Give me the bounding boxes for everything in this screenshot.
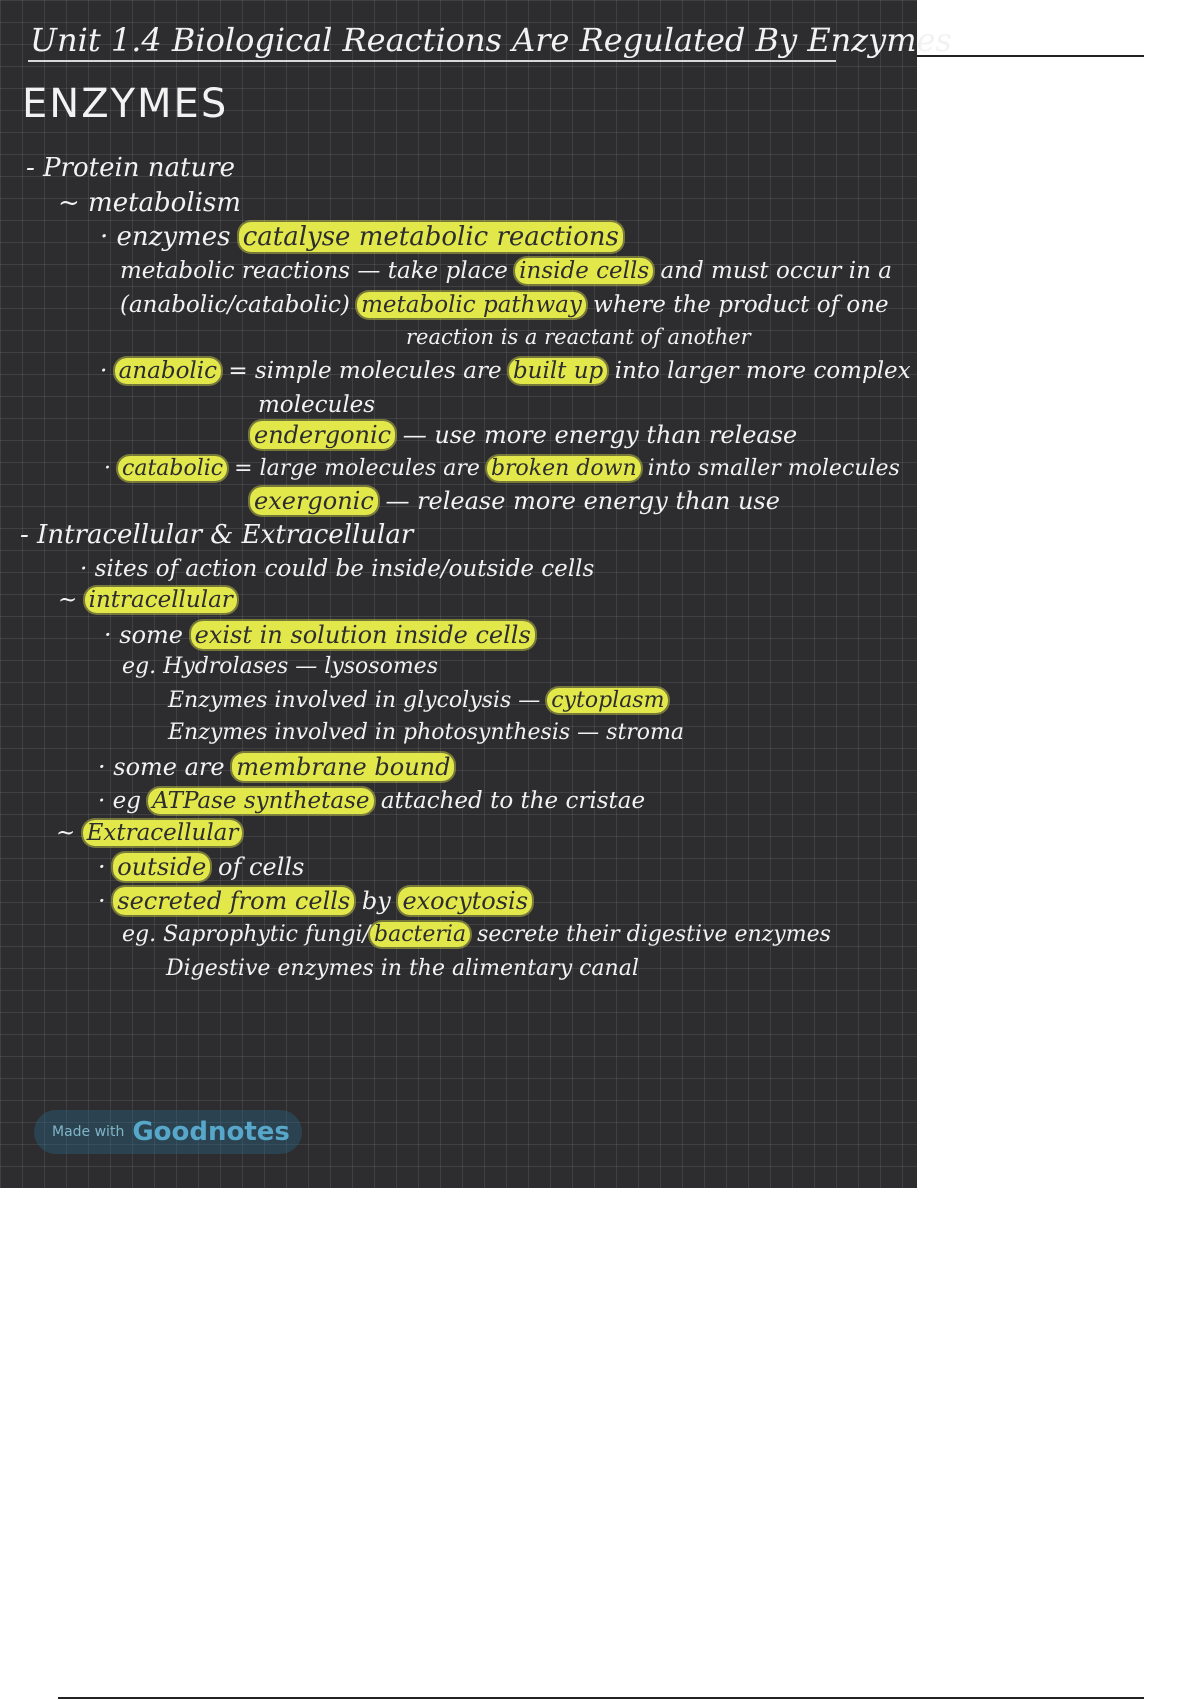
page-rule-bottom — [58, 1697, 1144, 1699]
note-line: · some are membrane bound — [98, 752, 454, 782]
note-line: ~ intracellular — [58, 585, 237, 615]
note-line: · eg ATPase synthetase attached to the cristae — [98, 788, 646, 814]
note-line: · secreted from cells by exocytosis — [98, 886, 532, 916]
goodnotes-logo: Goodnotes — [132, 1117, 290, 1147]
highlight: outside — [113, 853, 210, 881]
highlight: cytoplasm — [547, 688, 668, 713]
note-line: (anabolic/catabolic) metabolic pathway where the product of one — [120, 292, 889, 318]
highlight: intracellular — [85, 587, 237, 613]
note-line: Enzymes involved in photosynthesis — stroma — [168, 720, 685, 745]
highlight: catalyse metabolic reactions — [239, 222, 623, 252]
highlight: broken down — [487, 456, 641, 481]
highlight: anabolic — [115, 358, 221, 384]
note-line: exergonic — release more energy than use — [250, 486, 780, 516]
note-line: - Protein nature — [26, 153, 236, 183]
note-line: reaction is a reactant of another — [406, 325, 751, 349]
highlight: Extracellular — [83, 820, 243, 846]
note-title: Unit 1.4 Biological Reactions Are Regulated By Enzymes — [30, 21, 952, 59]
note-line: ~ Extracellular — [56, 818, 242, 848]
note-line: · catabolic = large molecules are broken down into smaller molecules — [104, 456, 900, 481]
goodnotes-badge — [34, 1110, 302, 1154]
highlight: endergonic — [250, 421, 395, 449]
section-heading: ENZYMES — [22, 81, 229, 127]
note-line: Enzymes involved in glycolysis — cytoplasm — [168, 686, 668, 716]
note-line: · sites of action could be inside/outside cells — [80, 556, 595, 582]
note-line: endergonic — use more energy than release — [250, 420, 797, 450]
note-line: metabolic reactions — take place inside cells and must occur in a — [120, 258, 892, 284]
highlight: exist in solution inside cells — [191, 621, 535, 649]
highlight: exergonic — [250, 487, 378, 515]
highlight: ATPase synthetase — [148, 788, 373, 814]
highlight: exocytosis — [398, 887, 532, 915]
note-line: · outside of cells — [98, 853, 305, 881]
note-line: · anabolic = simple molecules are built up into larger more complex — [100, 358, 911, 384]
badge-made-with: Made with — [52, 1124, 125, 1140]
highlight: membrane bound — [232, 753, 454, 781]
note-line: ~ metabolism — [58, 188, 241, 218]
highlight: bacteria — [370, 922, 470, 947]
note-line: · some exist in solution inside cells — [104, 620, 535, 650]
highlight: metabolic pathway — [357, 292, 586, 318]
highlight: secreted from cells — [113, 887, 354, 915]
note-line: eg. Hydrolases — lysosomes — [122, 654, 438, 679]
highlight: inside cells — [515, 258, 653, 284]
title-underline — [28, 60, 836, 62]
note-line: · enzymes catalyse metabolic reactions — [100, 222, 623, 252]
note-line: Digestive enzymes in the alimentary canal — [166, 956, 639, 981]
highlight: built up — [509, 358, 607, 384]
note-line: eg. Saprophytic fungi/ bacteria secrete their digestive enzymes — [122, 922, 831, 947]
note-line: - Intracellular & Extracellular — [20, 520, 414, 550]
highlight: catabolic — [118, 456, 227, 481]
note-line: molecules — [258, 392, 376, 418]
